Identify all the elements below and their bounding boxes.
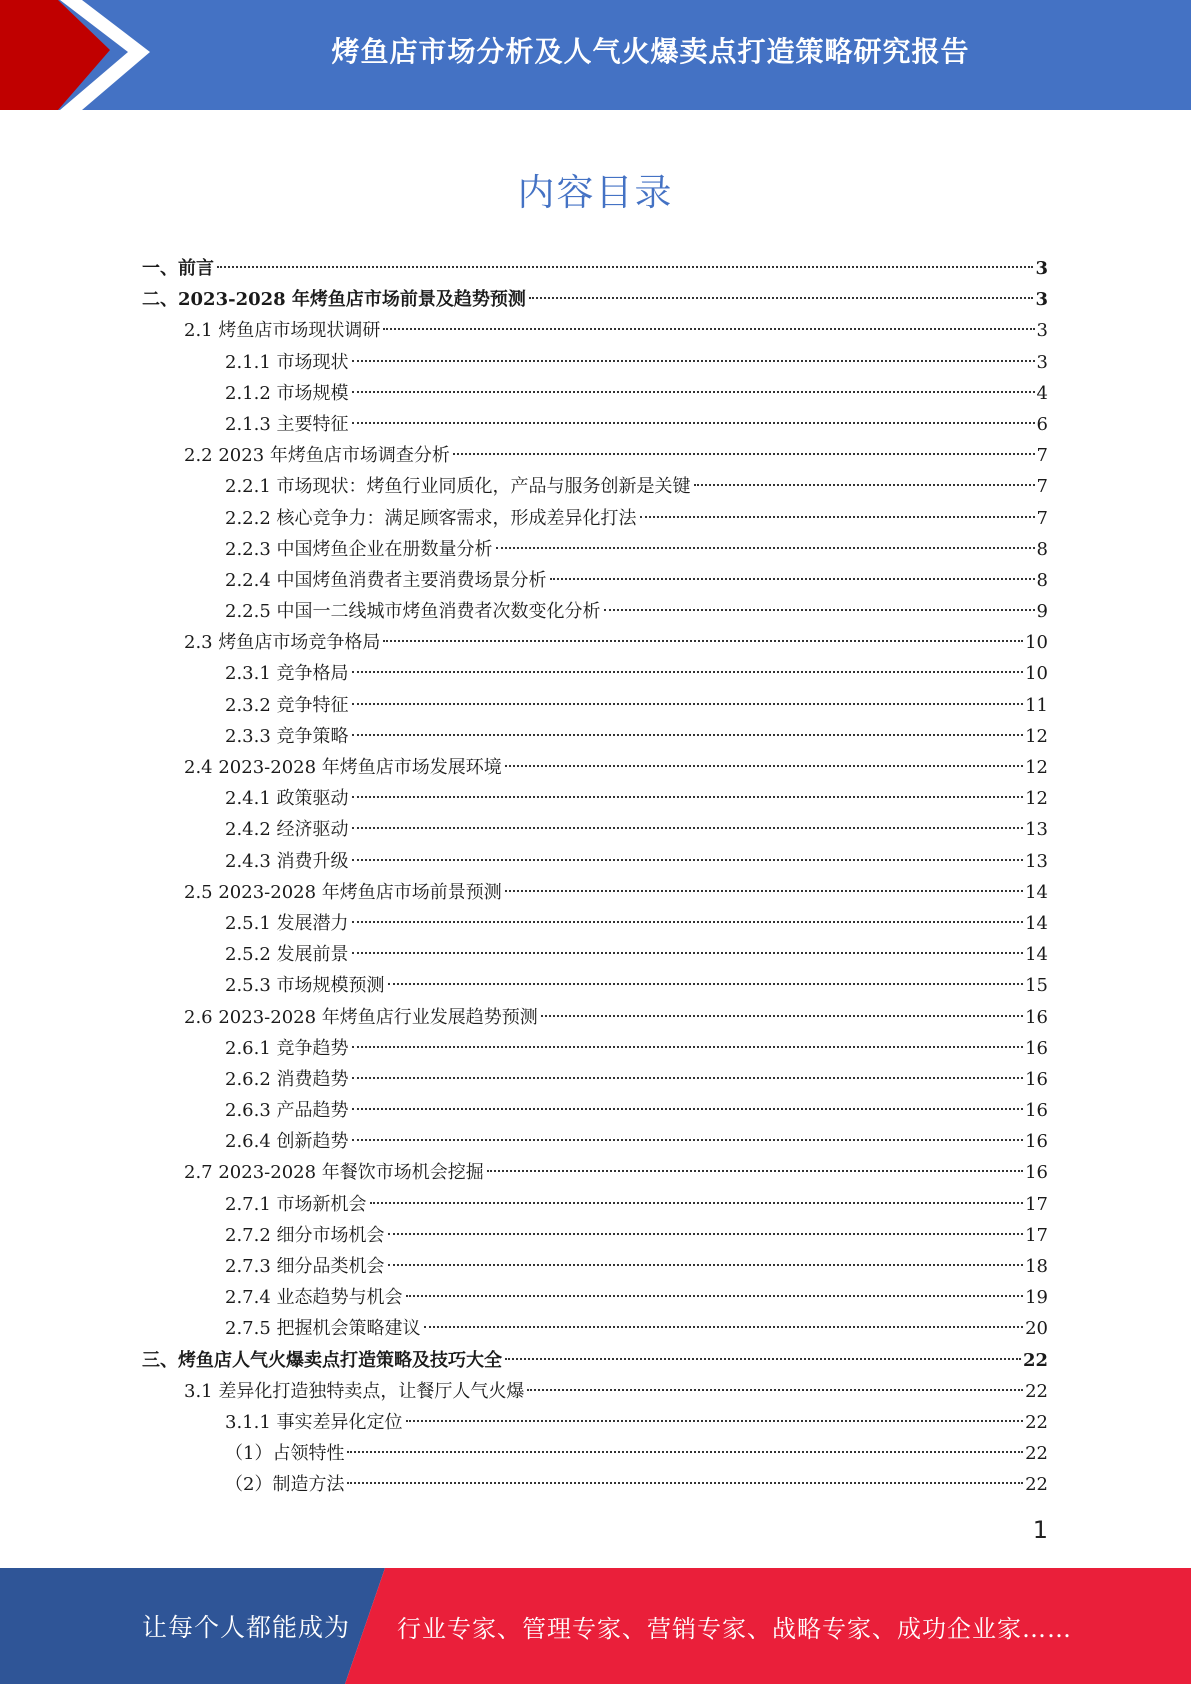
toc-entry-title: 2.4 2023-2028 年烤鱼店市场发展环境 (184, 757, 502, 778)
toc-entry-page: 18 (1025, 1256, 1048, 1277)
toc-entry[interactable] (142, 1002, 1048, 1033)
dot-leader (352, 859, 1024, 861)
toc-entry[interactable] (142, 1407, 1048, 1438)
toc-entry-title: 2.2.1 市场现状：烤鱼行业同质化，产品与服务创新是关键 (225, 476, 691, 498)
toc-entry-page: 16 (1025, 1037, 1048, 1059)
toc-entry-title: 2.7 2023-2028 年餐饮市场机会挖掘 (184, 1162, 484, 1184)
toc-entry-title: 2.7.4 业态趋势与机会 (225, 1287, 403, 1309)
dot-leader (352, 1108, 1024, 1110)
toc-entry[interactable] (142, 471, 1048, 502)
toc-entry[interactable] (142, 378, 1048, 409)
toc-entry[interactable] (142, 690, 1048, 721)
toc-entry-page: 19 (1025, 1287, 1048, 1309)
toc-entry-page: 6 (1036, 413, 1048, 435)
toc-entry[interactable] (142, 1189, 1048, 1220)
toc-entry-page: 3 (1035, 289, 1048, 311)
toc-entry-title: 2.6.3 产品趋势 (225, 1100, 349, 1122)
dot-leader (352, 1077, 1024, 1079)
toc-entry[interactable] (142, 1282, 1048, 1313)
dot-leader (352, 671, 1024, 673)
toc-entry[interactable] (142, 1345, 1048, 1376)
toc-entry-title: 2.3.3 竞争策略 (225, 725, 349, 747)
toc-entry-title: 2.2.4 中国烤鱼消费者主要消费场景分析 (225, 569, 547, 591)
toc-entry[interactable] (142, 1095, 1048, 1126)
toc-entry-title: 2.6 2023-2028 年烤鱼店行业发展趋势预测 (184, 1006, 538, 1028)
toc-entry[interactable] (142, 1376, 1048, 1407)
toc-entry-page: 17 (1025, 1193, 1048, 1215)
toc-entry-page: 12 (1025, 725, 1048, 747)
toc-entry-title: 2.7.2 细分市场机会 (225, 1224, 385, 1246)
dot-leader (388, 1233, 1024, 1235)
dot-leader (352, 1139, 1024, 1141)
toc-entry-page: 16 (1025, 1068, 1048, 1090)
footer-slogan-right: 行业专家、管理专家、营销专家、战略专家、成功企业家…… (397, 1614, 1072, 1643)
toc-entry[interactable] (142, 1469, 1048, 1500)
dot-leader (217, 266, 1033, 268)
toc-entry[interactable] (142, 752, 1048, 783)
toc-entry-title: 2.6.4 创新趋势 (225, 1131, 349, 1153)
toc-entry-page: 3 (1036, 320, 1048, 342)
toc-entry-title: 2.3.1 竞争格局 (225, 663, 349, 685)
toc-entry-title: 3.1 差异化打造独特卖点，让餐厅人气火爆 (184, 1380, 525, 1402)
toc-entry[interactable] (142, 1157, 1048, 1188)
toc-entry[interactable] (142, 721, 1048, 752)
dot-leader (352, 827, 1024, 829)
toc-entry[interactable] (142, 1126, 1048, 1157)
report-title: 烤鱼店市场分析及人气火爆卖点打造策略研究报告 (331, 35, 970, 68)
toc-entry[interactable] (142, 970, 1048, 1001)
toc-entry-title: 3.1.1 事实差异化定位 (225, 1411, 403, 1433)
toc-entry-page: 14 (1025, 944, 1048, 966)
dot-leader (541, 1015, 1023, 1017)
toc-entry-title: （1）占领特性 (225, 1443, 345, 1465)
toc-entry-page: 22 (1022, 1349, 1048, 1371)
dot-leader (383, 328, 1034, 330)
toc-entry-title: 2.5.2 发展前景 (225, 944, 349, 966)
dot-leader (352, 391, 1035, 393)
toc-entry-page: 8 (1036, 538, 1048, 560)
dot-leader (406, 1295, 1024, 1297)
dot-leader (505, 765, 1023, 767)
arrow-logo-icon (0, 0, 160, 110)
toc-entry-title: 2.2.5 中国一二线城市烤鱼消费者次数变化分析 (225, 601, 601, 623)
toc-entry-page: 22 (1025, 1474, 1048, 1496)
toc-entry-title: 2.7.1 市场新机会 (225, 1193, 367, 1215)
toc-entry[interactable] (142, 1064, 1048, 1095)
toc-entry-title: 2.6.1 竞争趋势 (225, 1037, 349, 1059)
toc-entry[interactable] (142, 783, 1048, 814)
toc-entry-title: 2.1.1 市场现状 (225, 351, 349, 373)
dot-leader (505, 1358, 1021, 1360)
toc-entry[interactable] (142, 1220, 1048, 1251)
dot-leader (529, 297, 1034, 299)
toc-entry-page: 14 (1025, 912, 1048, 934)
toc-entry[interactable] (142, 284, 1048, 315)
toc-entry-title: 2.7.3 细分品类机会 (225, 1256, 385, 1277)
header-banner (0, 0, 1191, 110)
toc-entry[interactable] (142, 1251, 1048, 1282)
toc-entry-page: 8 (1036, 569, 1048, 591)
dot-leader (527, 1389, 1023, 1391)
footer-slogan-left: 让每个人都能成为 (142, 1613, 351, 1642)
toc-heading: 内容目录 (517, 171, 674, 214)
toc-entry-page: 16 (1025, 1006, 1048, 1028)
toc-entry-title: （2）制造方法 (225, 1474, 345, 1496)
page-number: 1 (1032, 1516, 1048, 1544)
footer-banner (0, 1568, 1191, 1684)
dot-leader (388, 983, 1024, 985)
toc-entry[interactable] (142, 939, 1048, 970)
dot-leader (550, 578, 1035, 580)
dot-leader (352, 703, 1024, 705)
toc-entry-page: 11 (1025, 694, 1048, 716)
toc-entry-title: 2.5 2023-2028 年烤鱼店市场前景预测 (184, 881, 502, 903)
toc-entry-title: 2.7.5 把握机会策略建议 (225, 1318, 421, 1340)
toc-entry-title: 2.2.3 中国烤鱼企业在册数量分析 (225, 538, 493, 560)
toc-entry-title: 2.2.2 核心竞争力：满足顾客需求，形成差异化打法 (225, 507, 637, 529)
dot-leader (453, 453, 1035, 455)
dot-leader (406, 1420, 1024, 1422)
toc-entry[interactable] (142, 440, 1048, 471)
toc-entry[interactable] (142, 877, 1048, 908)
toc-entry-page: 16 (1025, 1131, 1048, 1153)
dot-leader (347, 1482, 1023, 1484)
toc-entry-page: 10 (1025, 663, 1048, 685)
toc-entry-title: 2.4.2 经济驱动 (225, 819, 349, 841)
dot-leader (352, 796, 1024, 798)
dot-leader (496, 547, 1035, 549)
toc-entry-title: 2.1 烤鱼店市场现状调研 (184, 320, 381, 342)
dot-leader (352, 360, 1035, 362)
toc-entry[interactable] (142, 1033, 1048, 1064)
toc-entry[interactable] (142, 253, 1048, 284)
toc-entry-page: 16 (1025, 1100, 1048, 1122)
toc-entry[interactable] (142, 1438, 1048, 1469)
toc-entry-title: 三、烤鱼店人气火爆卖点打造策略及技巧大全 (142, 1349, 502, 1371)
toc-entry-page: 22 (1025, 1380, 1048, 1402)
dot-leader (352, 921, 1024, 923)
toc-entry-title: 2.6.2 消费趋势 (225, 1068, 349, 1090)
toc-entry-title: 2.5.3 市场规模预测 (225, 975, 385, 997)
dot-leader (370, 1202, 1024, 1204)
toc-entry-title: 2.5.1 发展潜力 (225, 912, 349, 934)
toc-entry-title: 2.4.3 消费升级 (225, 850, 349, 872)
toc-entry-page: 4 (1036, 382, 1048, 404)
toc-entry-page: 13 (1025, 850, 1048, 872)
dot-leader (347, 1451, 1023, 1453)
toc-entry[interactable] (142, 1313, 1048, 1344)
toc-entry-title: 2.1.2 市场规模 (225, 382, 349, 404)
dot-leader (352, 1046, 1024, 1048)
toc-entry-page: 9 (1036, 601, 1048, 623)
toc-entry-page: 14 (1025, 881, 1048, 903)
toc-entry-title: 2.4.1 政策驱动 (225, 788, 349, 810)
table-of-contents (142, 253, 1048, 1501)
toc-entry[interactable] (142, 409, 1048, 440)
toc-entry-page: 22 (1025, 1443, 1048, 1465)
toc-entry-title: 二、2023-2028 年烤鱼店市场前景及趋势预测 (142, 289, 526, 311)
toc-entry[interactable] (142, 503, 1048, 534)
toc-entry[interactable] (142, 846, 1048, 877)
toc-entry-page: 3 (1036, 351, 1048, 373)
toc-entry[interactable] (142, 814, 1048, 845)
toc-entry[interactable] (142, 347, 1048, 378)
dot-leader (352, 952, 1024, 954)
dot-leader (424, 1326, 1024, 1328)
toc-entry-title: 2.2 2023 年烤鱼店市场调查分析 (184, 445, 450, 467)
toc-entry-page: 7 (1036, 476, 1048, 498)
dot-leader (640, 516, 1035, 518)
toc-entry-page: 16 (1025, 1162, 1048, 1184)
toc-entry-page: 12 (1025, 788, 1048, 810)
dot-leader (352, 422, 1035, 424)
toc-entry-title: 2.1.3 主要特征 (225, 413, 349, 435)
dot-leader (352, 734, 1024, 736)
toc-entry-page: 7 (1036, 445, 1048, 467)
toc-entry-page: 17 (1025, 1224, 1048, 1246)
toc-entry[interactable] (142, 908, 1048, 939)
dot-leader (505, 890, 1023, 892)
toc-entry-page: 12 (1025, 757, 1048, 778)
toc-entry[interactable] (142, 565, 1048, 596)
toc-entry-page: 22 (1025, 1411, 1048, 1433)
toc-entry-page: 3 (1035, 258, 1048, 279)
toc-entry-title: 2.3.2 竞争特征 (225, 694, 349, 716)
toc-entry-title: 2.3 烤鱼店市场竞争格局 (184, 632, 381, 654)
toc-entry-page: 13 (1025, 819, 1048, 841)
toc-entry-page: 20 (1025, 1318, 1048, 1340)
toc-entry[interactable] (142, 315, 1048, 346)
dot-leader (383, 640, 1023, 642)
toc-entry-title: 一、前言 (142, 258, 214, 279)
toc-entry-page: 15 (1025, 975, 1048, 997)
toc-entry-page: 7 (1036, 507, 1048, 529)
toc-entry[interactable] (142, 627, 1048, 658)
dot-leader (694, 484, 1035, 486)
dot-leader (487, 1170, 1023, 1172)
dot-leader (604, 609, 1035, 611)
toc-entry-page: 10 (1025, 632, 1048, 654)
dot-leader (388, 1264, 1024, 1266)
toc-entry[interactable] (142, 596, 1048, 627)
toc-entry[interactable] (142, 534, 1048, 565)
toc-entry[interactable] (142, 658, 1048, 689)
